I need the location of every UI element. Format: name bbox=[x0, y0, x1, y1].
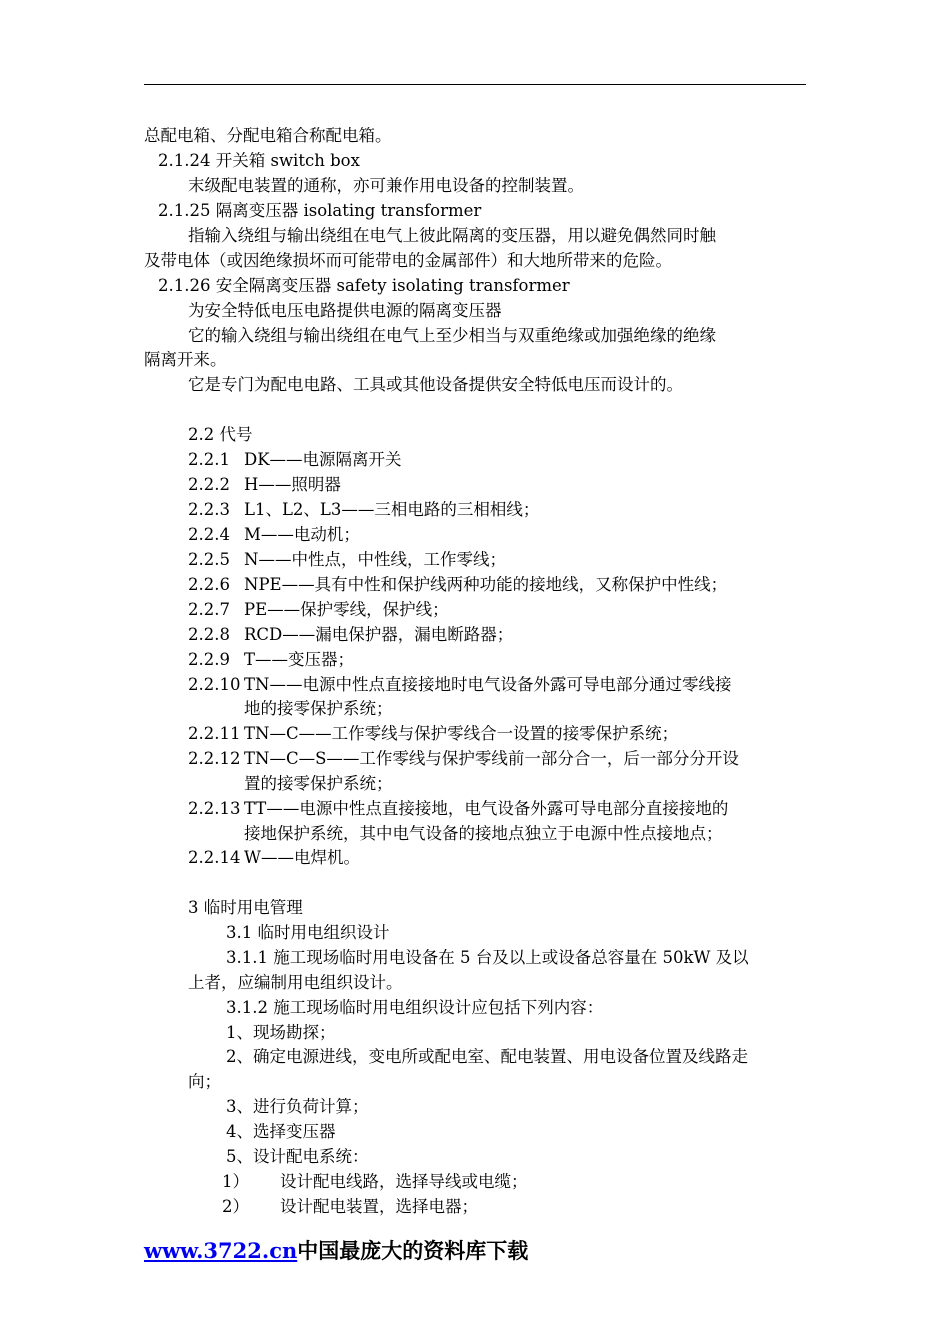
code-num: 2.2.14 bbox=[188, 848, 241, 867]
text-line: 隔离开来。 bbox=[144, 350, 227, 369]
code-text: TN——电源中性点直接接地时电气设备外露可导电部分通过零线接 bbox=[244, 675, 732, 694]
section-heading-2-2: 2.2 代号 bbox=[188, 425, 253, 444]
code-num: 2.2.2 bbox=[188, 475, 230, 494]
list-item: 4、选择变压器 bbox=[226, 1122, 336, 1141]
code-num: 2.2.7 bbox=[188, 600, 230, 619]
code-num: 2.2.13 bbox=[188, 799, 241, 818]
text-line: 末级配电装置的通称，亦可兼作用电设备的控制装置。 bbox=[188, 176, 584, 195]
code-text: DK——电源隔离开关 bbox=[244, 450, 402, 469]
code-text: TN—C——工作零线与保护零线合一设置的接零保护系统； bbox=[244, 724, 679, 743]
text-line: 为安全特低电压电路提供电源的隔离变压器 bbox=[188, 301, 502, 320]
code-num: 2.2.9 bbox=[188, 650, 230, 669]
list-item: 2、确定电源进线，变电所或配电室、配电装置、用电设备位置及线路走 bbox=[226, 1047, 748, 1066]
text-line: 向； bbox=[188, 1072, 221, 1091]
clause-3-1-1: 3.1.1 施工现场临时用电设备在 5 台及以上或设备总容量在 50kW 及以 bbox=[226, 948, 749, 967]
footer-link[interactable]: www.3722.cn bbox=[144, 1238, 298, 1263]
code-num: 2.2.11 bbox=[188, 724, 241, 743]
code-num: 2.2.1 bbox=[188, 450, 230, 469]
clause-2-1-26: 2.1.26 安全隔离变压器 safety isolating transformer bbox=[158, 276, 570, 295]
code-num: 2.2.6 bbox=[188, 575, 230, 594]
code-text-continued: 置的接零保护系统； bbox=[244, 774, 393, 793]
footer bbox=[144, 1236, 528, 1266]
code-text: RCD——漏电保护器，漏电断路器； bbox=[244, 625, 514, 644]
sub-item-num: 1） bbox=[222, 1172, 249, 1191]
clause-2-1-24: 2.1.24 开关箱 switch box bbox=[158, 151, 360, 170]
clause-3-1-2: 3.1.2 施工现场临时用电组织设计应包括下列内容： bbox=[226, 998, 604, 1017]
code-text: TN—C—S——工作零线与保护零线前一部分合一，后一部分分开设 bbox=[244, 749, 739, 768]
text-line: 它是专门为配电电路、工具或其他设备提供安全特低电压而设计的。 bbox=[188, 375, 683, 394]
code-num: 2.2.8 bbox=[188, 625, 230, 644]
sub-item-num: 2） bbox=[222, 1197, 249, 1216]
code-num: 2.2.3 bbox=[188, 500, 230, 519]
sub-item-text: 设计配电装置，选择电器； bbox=[280, 1197, 478, 1216]
code-num: 2.2.12 bbox=[188, 749, 241, 768]
code-text: W——电焊机。 bbox=[244, 848, 360, 867]
text-line: 它的输入绕组与输出绕组在电气上至少相当与双重绝缘或加强绝缘的绝缘 bbox=[188, 326, 716, 345]
clause-3-1: 3.1 临时用电组织设计 bbox=[226, 923, 390, 942]
list-item: 3、进行负荷计算； bbox=[226, 1097, 369, 1116]
list-item: 1、现场勘探； bbox=[226, 1023, 336, 1042]
clause-2-1-25: 2.1.25 隔离变压器 isolating transformer bbox=[158, 201, 482, 220]
code-text: T——变压器； bbox=[244, 650, 355, 669]
sub-item-text: 设计配电线路，选择导线或电缆； bbox=[280, 1172, 528, 1191]
text-line: 总配电箱、分配电箱合称配电箱。 bbox=[144, 126, 392, 145]
footer-text: 中国最庞大的资料库下载 bbox=[297, 1238, 529, 1263]
code-num: 2.2.5 bbox=[188, 550, 230, 569]
text-line: 及带电体（或因绝缘损坏而可能带电的金属部件）和大地所带来的危险。 bbox=[144, 251, 672, 270]
code-text-continued: 地的接零保护系统； bbox=[244, 699, 393, 718]
code-text: PE——保护零线，保护线； bbox=[244, 600, 449, 619]
code-text: N——中性点，中性线，工作零线； bbox=[244, 550, 506, 569]
text-line: 上者，应编制用电组织设计。 bbox=[188, 973, 403, 992]
code-text: M——电动机； bbox=[244, 525, 360, 544]
code-num: 2.2.10 bbox=[188, 675, 241, 694]
code-text: L1、L2、L3——三相电路的三相相线； bbox=[244, 500, 540, 519]
code-num: 2.2.4 bbox=[188, 525, 230, 544]
list-item: 5、设计配电系统： bbox=[226, 1147, 369, 1166]
code-text: H——照明器 bbox=[244, 475, 341, 494]
section-heading-3: 3 临时用电管理 bbox=[188, 898, 303, 917]
code-text-continued: 接地保护系统，其中电气设备的接地点独立于电源中性点接地点； bbox=[244, 824, 723, 843]
text-line: 指输入绕组与输出绕组在电气上彼此隔离的变压器，用以避免偶然同时触 bbox=[188, 226, 716, 245]
code-text: TT——电源中性点直接接地，电气设备外露可导电部分直接接地的 bbox=[244, 799, 729, 818]
header-rule bbox=[144, 84, 806, 85]
code-text: NPE——具有中性和保护线两种功能的接地线，又称保护中性线； bbox=[244, 575, 728, 594]
